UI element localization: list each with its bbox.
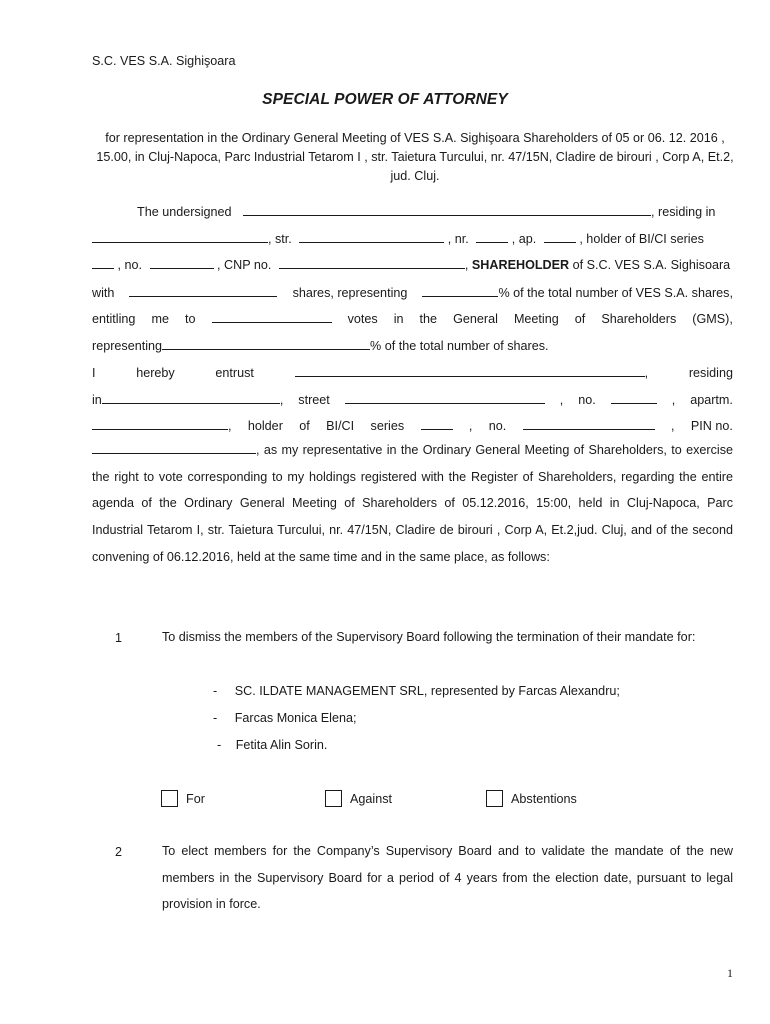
bullet-dash: - xyxy=(217,738,222,752)
bullet-text: Fetita Alin Sorin. xyxy=(235,738,328,752)
in-label: in xyxy=(92,393,102,407)
representing-line xyxy=(92,337,733,353)
comma: , xyxy=(464,258,469,272)
rep-residence-field[interactable] xyxy=(102,391,280,404)
pct-total-shares-label: % of the total number of shares. xyxy=(370,339,549,353)
bullet-dash: - xyxy=(213,711,218,725)
series-word: series xyxy=(370,419,405,433)
list-item xyxy=(213,684,620,698)
document-title: SPECIAL POWER OF ATTORNEY xyxy=(262,91,508,108)
rep-id-number-field[interactable] xyxy=(523,417,655,430)
list-item xyxy=(213,711,357,725)
undersigned-name-field[interactable] xyxy=(243,203,651,216)
against-checkbox[interactable] xyxy=(325,790,342,807)
page-number: 1 xyxy=(727,966,733,980)
i-word: I xyxy=(92,366,96,380)
rep-series-field[interactable] xyxy=(421,417,453,430)
residing-in-label: , residing in xyxy=(651,205,716,219)
shares-percent-field[interactable] xyxy=(422,284,498,297)
str-label: , str. xyxy=(268,232,292,246)
ap-field[interactable] xyxy=(544,230,576,243)
residing-word: residing xyxy=(688,366,733,380)
general-word: General xyxy=(453,312,498,326)
of-word: of xyxy=(299,419,310,433)
comma: , xyxy=(559,393,564,407)
vote-option-against[interactable] xyxy=(325,790,392,807)
abstentions-label: Abstentions xyxy=(511,791,577,806)
item-2-number: 2 xyxy=(115,845,123,859)
pct-total-ves-label: % of the total number of VES S.A. shares, xyxy=(498,286,733,300)
undersigned-label: The undersigned xyxy=(137,205,232,219)
pin-label: PIN no. xyxy=(690,419,733,433)
rep-address-line xyxy=(92,391,733,407)
entrust-line xyxy=(92,364,733,380)
against-label: Against xyxy=(350,791,393,806)
nr-label: , nr. xyxy=(447,232,469,246)
undersigned-line xyxy=(92,203,733,219)
bici-word: BI/CI xyxy=(326,419,355,433)
address-line xyxy=(92,230,733,246)
shares-representing-label: shares, representing xyxy=(292,286,408,300)
comma: , xyxy=(644,366,649,380)
entrust-word: entrust xyxy=(215,366,254,380)
street-field[interactable] xyxy=(299,230,444,243)
cnp-field[interactable] xyxy=(279,256,465,269)
votes-word: votes xyxy=(347,312,378,326)
me-word: me xyxy=(151,312,169,326)
of-company-label: of S.C. VES S.A. Sighisoara xyxy=(572,258,731,272)
gms-word: (GMS), xyxy=(692,312,733,326)
rep-pin-field[interactable] xyxy=(92,441,256,454)
shareholders-word: Shareholders xyxy=(601,312,677,326)
abstentions-checkbox[interactable] xyxy=(486,790,503,807)
residence-field[interactable] xyxy=(92,230,268,243)
representative-paragraph xyxy=(92,437,733,571)
comma: , xyxy=(279,393,284,407)
bullet-dash: - xyxy=(213,684,218,698)
item-1-number: 1 xyxy=(115,631,123,645)
vote-option-abstentions[interactable] xyxy=(486,790,577,807)
in-word: in xyxy=(393,312,404,326)
the-word: the xyxy=(419,312,438,326)
document-subtitle: for representation in the Ordinary General Meeting of VES S.A. Sighişoara Shareholders of 05 or 06. 12. 2016 , 15.00, in Cluj-Napoca, Parc Industrial Tetarom I , str. Taietura Turcului, nr. 47/15N, Cladire de birouri , Corp A, Et.2, jud. Cluj. xyxy=(96,131,734,183)
nr-field[interactable] xyxy=(476,230,508,243)
company-name: S.C. VES S.A. Sighişoara xyxy=(92,54,236,68)
of-word: of xyxy=(574,312,586,326)
cnp-label: , CNP no. xyxy=(217,258,272,272)
holder-word: holder xyxy=(247,419,283,433)
for-checkbox[interactable] xyxy=(161,790,178,807)
id-line xyxy=(92,256,733,272)
for-label: For xyxy=(186,791,205,806)
series-field[interactable] xyxy=(92,256,114,269)
comma: , xyxy=(468,419,473,433)
with-label: with xyxy=(92,286,115,300)
ap-label: , ap. xyxy=(511,232,537,246)
shares-count-field[interactable] xyxy=(129,284,277,297)
hereby-word: hereby xyxy=(136,366,175,380)
shares-line xyxy=(92,284,733,300)
representing-percent-field[interactable] xyxy=(162,337,370,350)
comma: , xyxy=(671,419,675,433)
meeting-word: Meeting xyxy=(513,312,559,326)
street-label: street xyxy=(298,393,330,407)
list-item xyxy=(217,738,327,752)
bullet-text: SC. ILDATE MANAGEMENT SRL, represented by Farcas Alexandru; xyxy=(234,684,620,698)
rep-apartment-field[interactable] xyxy=(92,417,228,430)
comma: , xyxy=(671,393,676,407)
holder-series-label: , holder of BI/CI series xyxy=(579,232,704,246)
to-word: to xyxy=(184,312,196,326)
no-dot-label: no. xyxy=(488,419,507,433)
apartm-label: apartm. xyxy=(690,393,733,407)
votes-line xyxy=(92,310,733,326)
rep-no-field[interactable] xyxy=(611,391,657,404)
item-2-text: To elect members for the Company’s Supervisory Board and to validate the mandate of the new members in the Supervisory Board for a period of 4 years from the election date, pursuant to legal provision in force. xyxy=(162,844,733,912)
no-dot-label: no. xyxy=(578,393,596,407)
comma: , xyxy=(228,419,232,433)
vote-option-for[interactable] xyxy=(161,790,205,807)
item-1-text: To dismiss the members of the Supervisory Board following the termination of their mandate for: xyxy=(162,630,696,644)
representing-label: representing xyxy=(92,339,163,353)
no-label: , no. xyxy=(117,258,143,272)
rep-id-line xyxy=(92,417,733,433)
representative-text: , as my representative in the Ordinary General Meeting of Shareholders, to exercise the right to vote corresponding to my holdings registered with the Register of Shareholders, regarding the entire agenda of the Ordinary General Meeting of Shareholders of 05.12.2016, 15:00, held in Cluj-Napoca, Parc Industrial Tetarom I, str. Taietura Turcului, nr. 47/15N, Cladire de birouri , Corp A, Et.2,jud. Cluj, and of the second convening of 06.12.2016, held at the same time and in the same place, as follows: xyxy=(92,443,733,564)
id-number-field[interactable] xyxy=(150,256,214,269)
votes-count-field[interactable] xyxy=(212,310,332,323)
entitling-word: entitling xyxy=(92,312,136,326)
shareholder-label: SHAREHOLDER xyxy=(471,258,570,272)
rep-street-field[interactable] xyxy=(345,391,545,404)
representative-name-field[interactable] xyxy=(295,364,645,377)
bullet-text: Farcas Monica Elena; xyxy=(234,711,357,725)
